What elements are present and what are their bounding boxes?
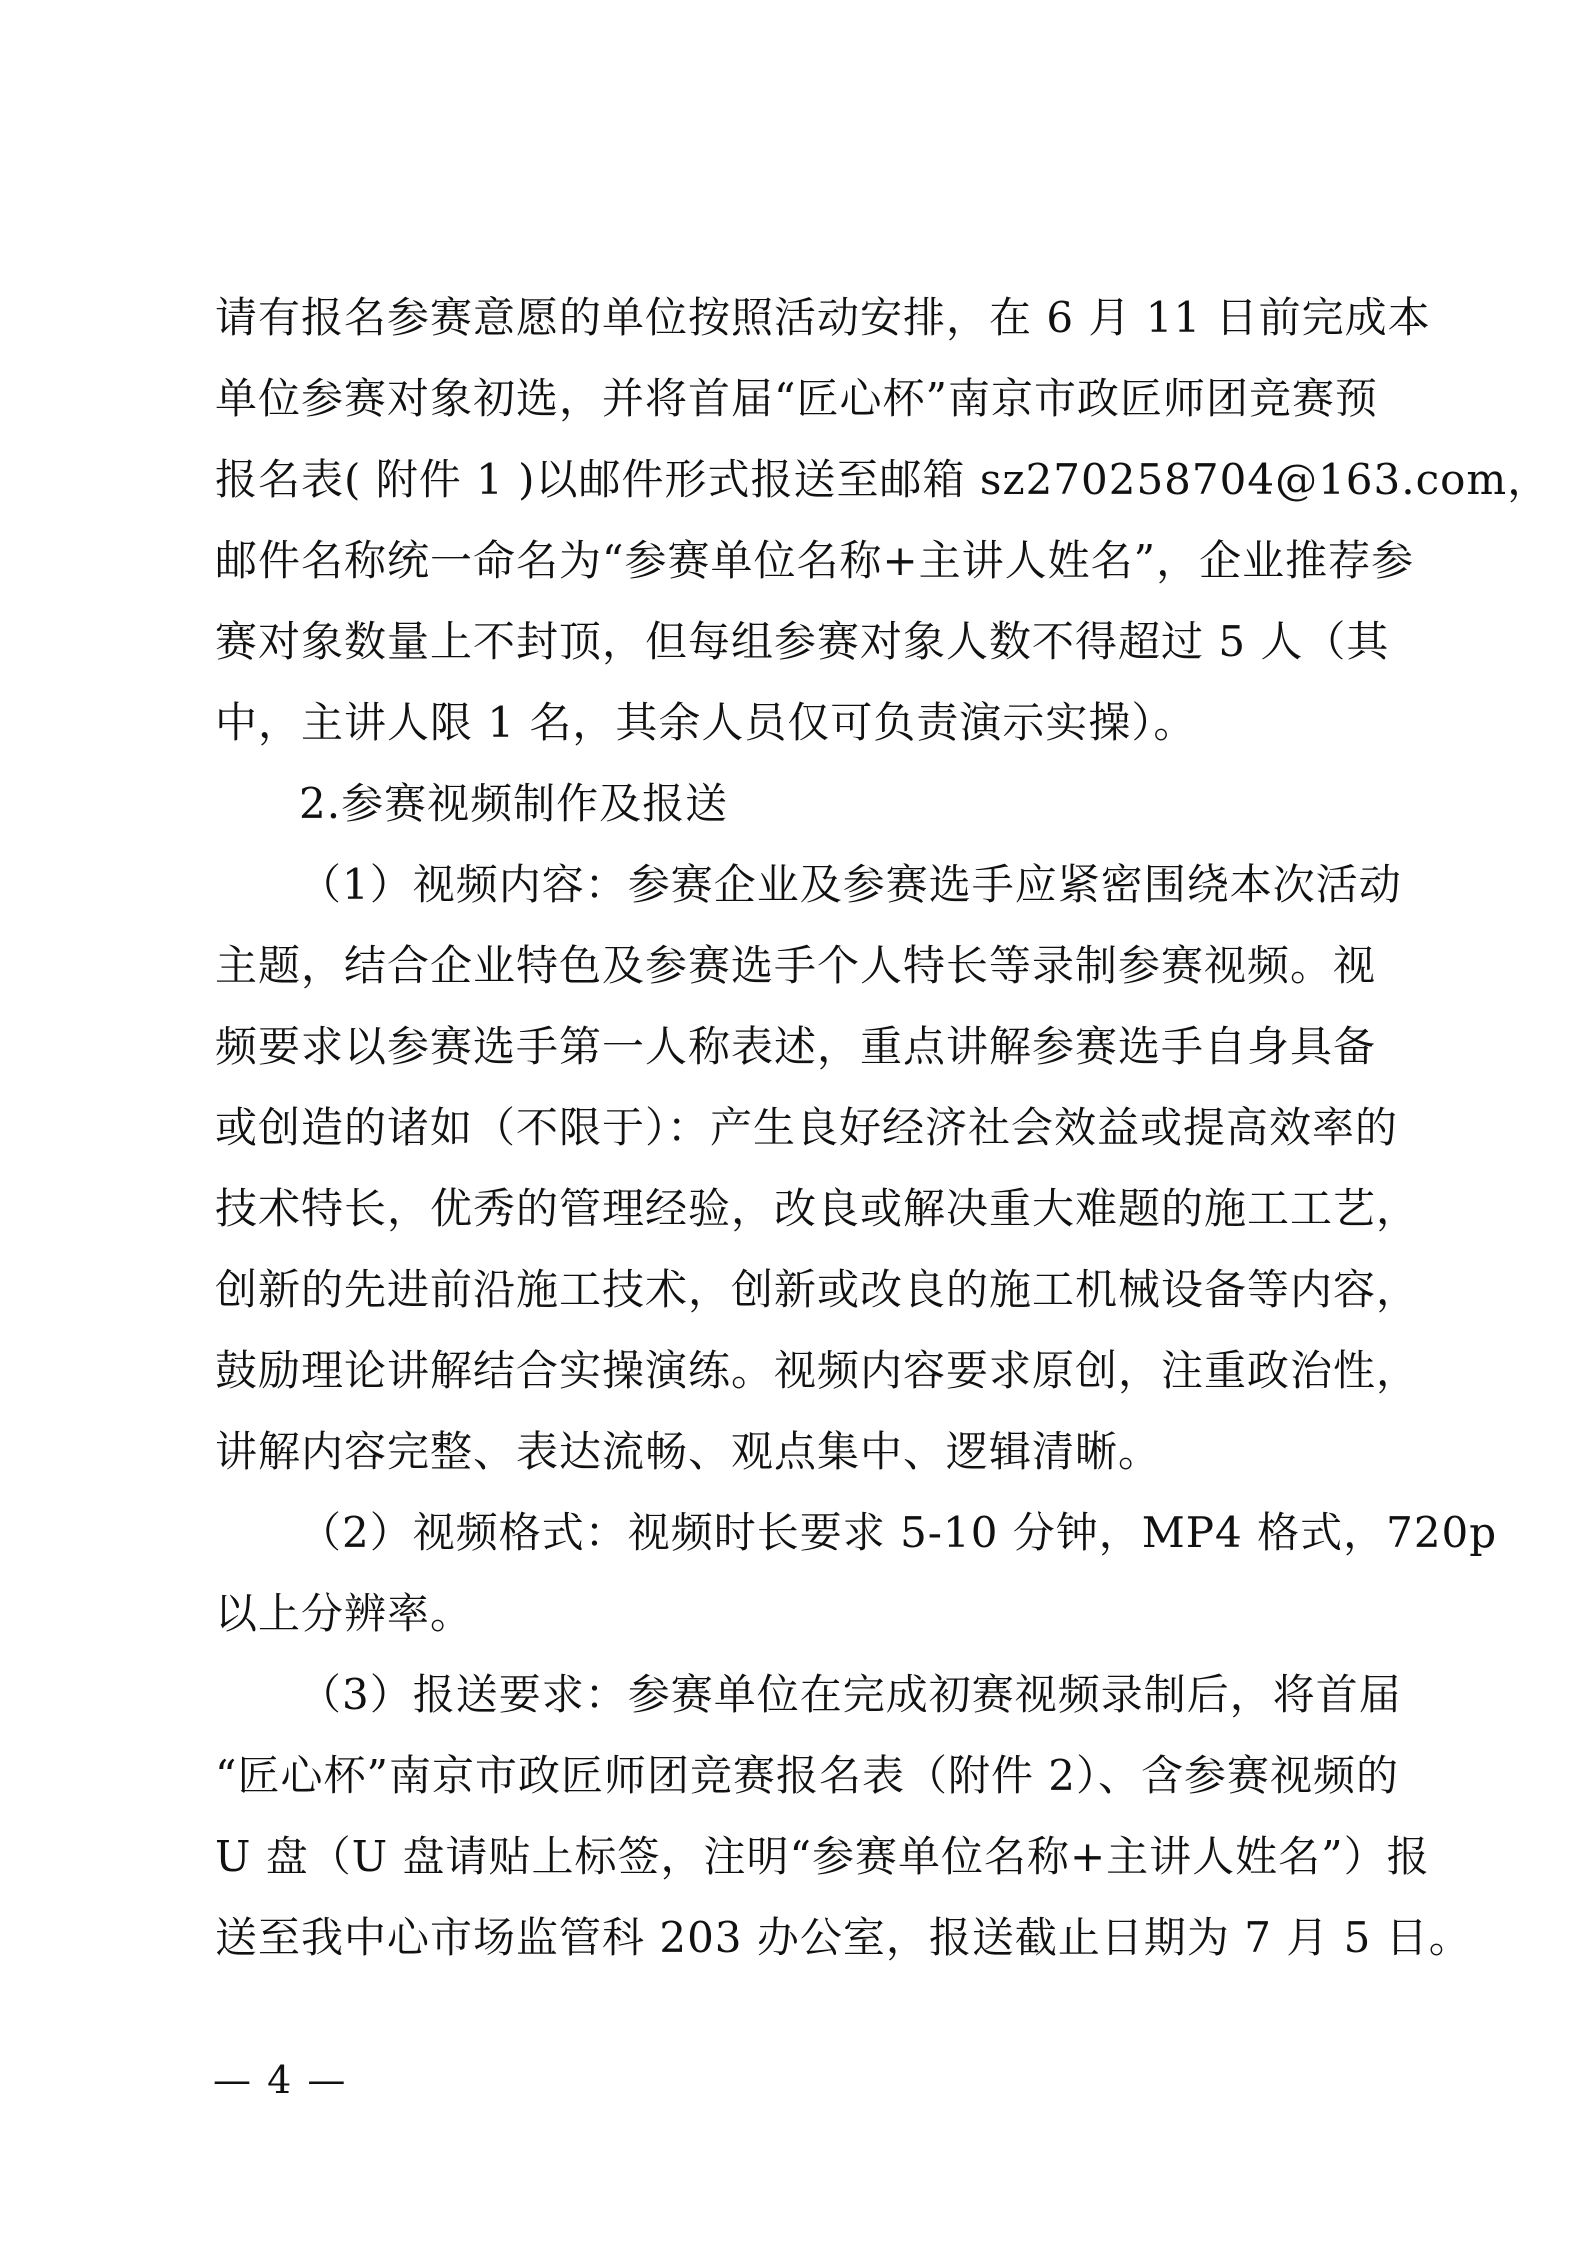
paragraph-line: 以上分辨率。 bbox=[215, 1589, 474, 1638]
paragraph-line: 中，主讲人限 1 名，其余人员仅可负责演示实操）。 bbox=[215, 698, 1197, 747]
paragraph-line: 请有报名参赛意愿的单位按照活动安排，在 6 月 11 日前完成本 bbox=[215, 293, 1431, 342]
page-number: — 4 — bbox=[213, 2058, 348, 2102]
paragraph-line: 频要求以参赛选手第一人称表述，重点讲解参赛选手自身具备 bbox=[215, 1022, 1377, 1071]
paragraph-line: 报名表( 附件 1 )以邮件形式报送至邮箱 sz270258704@163.com， bbox=[215, 455, 1551, 504]
paragraph-line: 邮件名称统一命名为“参赛单位名称+主讲人姓名”，企业推荐参 bbox=[215, 536, 1415, 585]
paragraph-line: 技术特长，优秀的管理经验，改良或解决重大难题的施工工艺， bbox=[215, 1184, 1420, 1233]
document-body bbox=[215, 277, 1551, 1978]
paragraph-line: 单位参赛对象初选，并将首届“匠心杯”南京市政匠师团竞赛预 bbox=[215, 374, 1378, 423]
paragraph-line: “匠心杯”南京市政匠师团竞赛报名表（附件 2）、含参赛视频的 bbox=[215, 1751, 1400, 1800]
paragraph-line: （2）视频格式：视频时长要求 5-10 分钟，MP4 格式，720p bbox=[299, 1508, 1498, 1557]
paragraph-line: 或创造的诸如（不限于）：产生良好经济社会效益或提高效率的 bbox=[215, 1103, 1399, 1152]
section-heading: 2.参赛视频制作及报送 bbox=[299, 779, 729, 828]
paragraph-line: 讲解内容完整、表达流畅、观点集中、逻辑清晰。 bbox=[215, 1427, 1162, 1476]
paragraph-line: 创新的先进前沿施工技术，创新或改良的施工机械设备等内容， bbox=[215, 1265, 1420, 1314]
paragraph-line: （3）报送要求：参赛单位在完成初赛视频录制后，将首届 bbox=[299, 1670, 1402, 1719]
paragraph-line: 赛对象数量上不封顶，但每组参赛对象人数不得超过 5 人（其 bbox=[215, 617, 1390, 666]
paragraph-line: （1）视频内容：参赛企业及参赛选手应紧密围绕本次活动 bbox=[299, 860, 1402, 909]
paragraph-line: 主题，结合企业特色及参赛选手个人特长等录制参赛视频。视 bbox=[215, 941, 1377, 990]
paragraph-line: U 盘（U 盘请贴上标签，注明“参赛单位名称+主讲人姓名”）报 bbox=[215, 1832, 1430, 1881]
paragraph-line: 送至我中心市场监管科 203 办公室，报送截止日期为 7 月 5 日。 bbox=[215, 1913, 1472, 1962]
paragraph-line: 鼓励理论讲解结合实操演练。视频内容要求原创，注重政治性， bbox=[215, 1346, 1420, 1395]
